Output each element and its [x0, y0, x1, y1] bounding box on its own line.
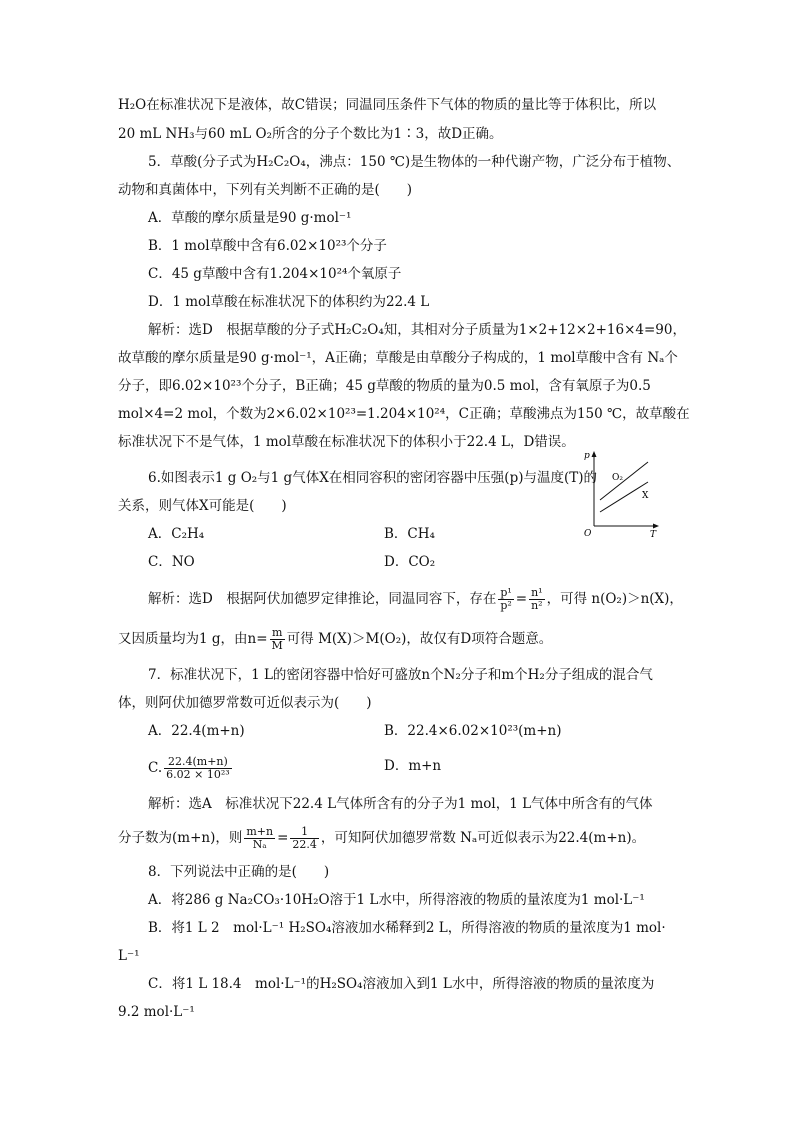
option-b-cont: L⁻¹ — [118, 948, 140, 964]
option-c-cont: 9.2 mol·L⁻¹ — [118, 1004, 195, 1020]
answer-analysis: 分子，即6.02×10²³个分子，B正确；45 g草酸的物质的量为0.5 mol，含有氧原子为0.5 — [118, 378, 651, 394]
text-segment: 可得 M(X)＞M(O₂)，故仅有D项符合题意。 — [286, 631, 553, 647]
origin-label: O — [584, 529, 592, 538]
denominator: Nₐ — [252, 838, 267, 851]
x-curve-label: X — [642, 491, 649, 501]
option-c — [148, 756, 234, 781]
option-letter: C. — [148, 760, 163, 776]
option-c: C．将1 L 18.4 mol·L⁻¹的H₂SO₄溶液加入到1 L水中，所得溶液的物质的量浓度为 — [148, 976, 655, 992]
denominator: 22.4 — [292, 838, 317, 851]
option-a: A．将286 g Na₂CO₃·10H₂O溶于1 L水中，所得溶液的物质的量浓度为1 mol·L⁻¹ — [148, 892, 645, 908]
numerator: 22.4(m+n) — [164, 756, 232, 769]
y-axis-label: p — [584, 451, 590, 461]
option-b: B．将1 L 2 mol·L⁻¹ H₂SO₄溶液加水稀释到2 L，所得溶液的物质的量浓度为1 mol· — [148, 920, 666, 936]
fraction — [270, 627, 285, 652]
x-curve — [600, 482, 648, 512]
o2-curve — [600, 462, 648, 500]
pressure-temperature-graph — [582, 448, 662, 538]
option-b: B．CH₄ — [384, 526, 435, 542]
answer-analysis: mol×4=2 mol，个数为2×6.02×10²³=1.204×10²⁴，C正确；草酸沸点为150 ℃，故草酸在 — [118, 406, 690, 422]
answer-analysis: 解析：选D 根据草酸的分子式H₂C₂O₄知，其相对分子质量为1×2+12×2+16×4=90， — [148, 322, 686, 338]
numerator: m — [270, 627, 285, 640]
answer-analysis — [118, 627, 552, 652]
answer-analysis: 解析：选A 标准状况下22.4 L气体所含有的分子为1 mol，1 L气体中所含有的气体 — [148, 796, 653, 812]
question-stem: 关系，则气体X可能是( ) — [118, 498, 287, 514]
answer-analysis: 标准状况下不是气体，1 mol草酸在标准状况下的体积小于22.4 L，D错误。 — [118, 434, 575, 450]
option-d: D．CO₂ — [384, 554, 436, 570]
option-c: C．NO — [148, 554, 195, 570]
text-segment: ，可得 n(O₂)＞n(X)， — [546, 591, 683, 607]
answer-analysis — [148, 587, 683, 612]
text-segment: 又因质量均为1 g，由n= — [118, 631, 268, 647]
numerator: p¹ — [500, 586, 512, 599]
numerator: n¹ — [531, 586, 543, 599]
option-b: B．1 mol草酸中含有6.02×10²³个分子 — [148, 238, 387, 254]
question-stem: 体，则阿伏加德罗常数可近似表示为( ) — [118, 695, 372, 711]
equals-sign: = — [515, 591, 528, 607]
fraction — [498, 587, 513, 612]
option-d: D．m+n — [384, 758, 442, 774]
text-segment: 解析：选D 根据阿伏加德罗定律推论，同温同容下，存在 — [148, 591, 497, 607]
x-axis-label: T — [650, 530, 657, 538]
question-stem: 7．标准状况下，1 L的密闭容器中恰好可盛放n个N₂分子和m个H₂分子组成的混合气 — [148, 667, 653, 683]
x-axis-arrow — [653, 524, 659, 529]
option-a: A．22.4(m+n) — [148, 723, 245, 739]
numerator: 1 — [290, 826, 319, 839]
y-axis-arrow — [592, 451, 597, 457]
option-b: B．22.4×6.02×10²³(m+n) — [384, 723, 562, 739]
fraction — [529, 587, 545, 612]
answer-analysis: 故草酸的摩尔质量是90 g·mol⁻¹，A正确；草酸是由草酸分子构成的，1 mol草酸中含有 Nₐ个 — [118, 350, 678, 366]
fraction — [244, 826, 275, 851]
answer-analysis — [118, 826, 645, 851]
fraction — [290, 826, 319, 851]
question-stem: 6.如图表示1 g O₂与1 g气体X在相同容积的密闭容器中压强(p)与温度(T)的 — [148, 470, 598, 486]
text-line: 20 mL NH₃与60 mL O₂所含的分子个数比为1∶3，故D正确。 — [118, 126, 503, 142]
text-segment: ，可知阿伏加德罗常数 Nₐ可近似表示为22.4(m+n)。 — [320, 830, 646, 846]
question-stem: 8．下列说法中正确的是( ) — [148, 864, 330, 880]
text-line: H₂O在标准状况下是液体，故C错误；同温同压条件下气体的物质的量比等于体积比，所以 — [118, 97, 657, 113]
option-a: A．草酸的摩尔质量是90 g·mol⁻¹ — [148, 210, 352, 226]
fraction — [164, 756, 232, 781]
numerator: m+n — [246, 825, 274, 838]
denominator: n² — [531, 599, 543, 612]
option-a: A．C₂H₄ — [148, 526, 205, 542]
denominator: p² — [500, 599, 512, 612]
question-stem: 动物和真菌体中，下列有关判断不正确的是( ) — [118, 182, 413, 198]
option-c: C．45 g草酸中含有1.204×10²⁴个氧原子 — [148, 266, 402, 282]
o2-curve-label: O₂ — [612, 473, 623, 483]
denominator: 6.02 × 10²³ — [166, 768, 230, 781]
equals-sign: = — [277, 830, 289, 846]
text-segment: 分子数为(m+n)，则 — [118, 830, 243, 846]
question-stem: 5．草酸(分子式为H₂C₂O₄，沸点：150 ℃)是生物体的一种代谢产物，广泛分布于植物、 — [148, 154, 681, 170]
option-d: D．1 mol草酸在标准状况下的体积约为22.4 L — [148, 294, 430, 310]
denominator: M — [271, 639, 283, 652]
